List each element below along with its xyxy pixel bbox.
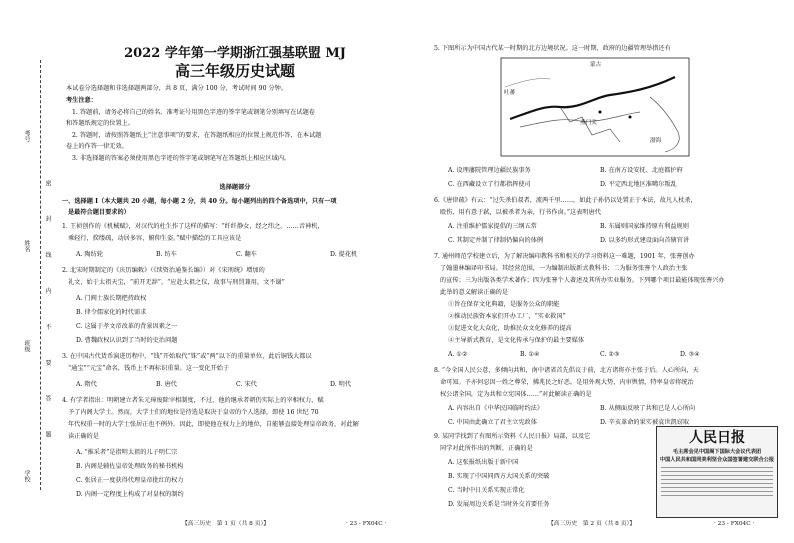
margin-label-school: 学校 bbox=[23, 470, 30, 482]
question-line: 予了内阁大学士。然而，大学士们的地位是待选是取决于皇帝的个人选择，即使 16 世纪 70 bbox=[68, 409, 319, 416]
question-line: 殴伤，用有意于弑，以被杀者为亲，行书作卤。”这表明唐代 bbox=[440, 209, 601, 216]
section1-heading: 一、选择题 Ⅰ（本大题共 20 小题，每小题 2 分，共 40 分。每小题列出的四个备选项中，只有一项 bbox=[62, 198, 337, 205]
option: A. “推采者”是指明太祖的儿子明仁宗 bbox=[76, 449, 178, 456]
intro-text: 本试卷分选择题和非选择题两部分，共 8 页，满分 100 分，考试时间 90 分钟。 bbox=[66, 85, 288, 92]
option: A. ①② bbox=[448, 351, 468, 358]
margin-label-class: 班级 bbox=[23, 340, 30, 352]
notice-item: 3. 非选择题的答案必须使用黑色字迹的签字笔或钢笔写在答题纸上相应区域内。 bbox=[72, 155, 291, 162]
option: D. 明代 bbox=[330, 381, 352, 388]
map-label: 燕门关 bbox=[580, 120, 597, 126]
option: B. 纺车 bbox=[156, 251, 177, 258]
option: D. 提花机 bbox=[330, 251, 358, 258]
option: B. 东属则国家维持原有利益规则 bbox=[600, 223, 689, 230]
option: A. 门阀士族长期把持政权 bbox=[76, 295, 147, 302]
option: B. 在南方设安抚、北庭都护府 bbox=[600, 167, 683, 174]
question-line: 权公诸全国，定为共和立宪国体……”对此解读正确的是 bbox=[440, 391, 592, 398]
newspaper-headline: 毛主席会见中国阁下国际大会议代表团 bbox=[672, 449, 762, 455]
option: A. 隋代 bbox=[76, 381, 97, 388]
option: C. 当时中日关系实现正常化 bbox=[448, 487, 525, 494]
option: C. 中国由此确立了君主立宪政体 bbox=[448, 419, 537, 426]
question-line: ③促进文化大众化，助推民众文化修养的提高 bbox=[448, 325, 572, 332]
option: B. 唐代 bbox=[156, 381, 177, 388]
option: C. 张居正一度获得代理皇帝批红的权力 bbox=[76, 477, 184, 484]
option: A. 这张报纸出版于新中国 bbox=[448, 459, 519, 466]
map-figure bbox=[500, 57, 690, 157]
question-line: 同学对此所作出的判断，正确的是 bbox=[440, 445, 533, 452]
question-line: 3. 在中国古代货币演进历程中，“钱”开始取代“铢”或“两”以下的重量单位，此后铜钱大都以 bbox=[62, 353, 312, 360]
option: B. 内阁是辅佐皇帝处理政务的秘书机构 bbox=[76, 463, 184, 470]
newspaper-text-block bbox=[661, 467, 773, 497]
question-line: 2. 北宋时期制定的《庆历编敕》（《续资治通鉴长编》）对《宋刑统》增加的 bbox=[62, 267, 265, 274]
option: A. 注重维护儒家提倡的三纲五常 bbox=[448, 223, 537, 230]
page-title-line1: 2022 学年第一学期浙江强基联盟 MJ bbox=[124, 46, 346, 61]
option: C. 这属于孝文帝改革的背景因素之一 bbox=[76, 323, 178, 330]
question-line: 4. 有学者指出：明朝建立者朱元璋废除宰相制度，不过，他的继承者朝仍实际上的宰相权力，赋 bbox=[62, 397, 324, 404]
question-line: ①旨在保存文化典籍，是服务公众的职能 bbox=[448, 301, 560, 308]
footer-code-right: · 23 - FX04C · bbox=[714, 521, 755, 527]
option: A. 设理藩院管理边疆民族事务 bbox=[448, 167, 531, 174]
option: B. 实现了中国同西方大国关系的突破 bbox=[448, 473, 550, 480]
option: C. 其制定并制了律制仍偏向的体例 bbox=[448, 237, 544, 244]
question-line: 了翰墨林编译印书局。其经营范围，一为编制出版新式教科书；二为服务张謇个人政治主张 bbox=[440, 265, 688, 272]
footer-page-left: 【高三历史 第 1 页（共 8 页）】 bbox=[182, 521, 270, 527]
option: B. 律令儒家化的时代需求 bbox=[76, 309, 147, 316]
footer-code-left: · 23 - FX04C · bbox=[346, 521, 387, 527]
map-label: 渤海 bbox=[650, 138, 662, 144]
option: D. 曹魏政权认识到了当时的史治问题 bbox=[76, 337, 178, 344]
notice-item: 2. 答题时，请按照答题纸上“注意事项”的要求，在答题纸相应的位置上规范作答，在本试题 bbox=[72, 132, 322, 139]
option: B. ①④ bbox=[520, 351, 540, 358]
option: D. 平定西北地区准噶尔叛乱 bbox=[600, 181, 677, 188]
margin-label-name: 姓名 bbox=[23, 240, 30, 252]
margin-seal-text: 密 封 线 内 不 要 答 题 bbox=[44, 180, 51, 452]
question-line: 读正确的是 bbox=[68, 433, 99, 440]
option: C. 翻车 bbox=[236, 251, 257, 258]
option: B. 从侧面反映了共和已是人心所向 bbox=[600, 405, 696, 412]
binding-line bbox=[40, 60, 41, 490]
question-line: ②推动民族资本家们开办工厂，“实业救国” bbox=[448, 313, 566, 320]
margin-label-kaohao: 考号 bbox=[23, 130, 30, 142]
newspaper-headline: 中国人民共和国同美利坚合众国签署建交联合公报 bbox=[659, 457, 775, 463]
option: D. 发展周边关系是当时外交首要任务 bbox=[448, 501, 550, 508]
question-line: 6.《唐律疏》有云：“过失杀伯叔者，流两千里……，如此子孙仍以处置正于本法，故凡人杖杀， bbox=[434, 197, 697, 204]
question-line: ④主导新式教育，是文化传承与保护的最主要媒体 bbox=[448, 337, 585, 344]
question-line: 年代权重一时的大学士张居正也不例外。因此，即使他在权力上的地位，自能够直接处理皇帝政务，对此解 bbox=[68, 421, 359, 428]
section1-heading-2: 是最符合题目要求的） bbox=[68, 209, 130, 216]
question-line: 此举的意义解读正确的是 bbox=[440, 289, 509, 296]
footer-page-right: 【高三历史 第 2 页（共 8 页）】 bbox=[548, 521, 636, 527]
option: D. 以多约形式建设面向首辖官讲 bbox=[600, 237, 690, 244]
option: D. 内阁一定程度上构成了对皇权的制约 bbox=[76, 491, 184, 498]
option: A. 内容出自《中华民国临时约法》 bbox=[448, 405, 544, 412]
question-line: 8. “今全国人民公意，多倾向共和，南中诸省首先倡议于前，北方诸将亦主张于后。人心所向，天 bbox=[434, 367, 699, 374]
option: A. 陶纺轮 bbox=[76, 251, 103, 258]
question-line: 7. 通州师范学校建立后，为了解决编印教科书和相关的学习资料这一难题，1901 年，张謇创办 bbox=[434, 253, 695, 260]
notice-heading: 考生注意： bbox=[66, 97, 97, 104]
question-line: “通宝”“元宝”命名，钱币上不再标识重量。这一变化开始于 bbox=[68, 365, 230, 372]
newspaper-image bbox=[656, 426, 778, 518]
question-line: 1. 王祯创作的《机械赋》，对汉代的杜生作了这样的描写：“纤纤静女，经之纬之。……音神机， bbox=[62, 223, 324, 230]
notice-item: 和答题纸规定的位置上。 bbox=[66, 120, 135, 127]
question-line: 5. 下图所示为中国古代某一时期的北方边境状况。这一时期，政府的边疆管理举措还有 bbox=[434, 45, 671, 52]
notice-item: 卷上的作答一律无效。 bbox=[66, 143, 128, 150]
question-line: 礼文，始于太祖天宝，“前开无辞”，“应赴太祖之仪，故事与刑罚兼用，文不谢” bbox=[68, 279, 285, 286]
option: C. ②③ bbox=[600, 351, 620, 358]
question-line: 的宣传；三为出版各类学术著作；四为张謇个人著述及其所办实业服务。下列哪个项目最能体现张謇兴办 bbox=[440, 277, 725, 284]
page-title-line2: 高三年级历史试题 bbox=[174, 62, 295, 80]
option: C. 在西藏设立了行都指挥使司 bbox=[448, 181, 531, 188]
map-label: 蒙古 bbox=[590, 62, 602, 68]
question-line: 乘轻行，揆缕疏，动居多容，俯仰生姿。”赋中描绘的工具应该是 bbox=[68, 235, 242, 242]
historical-map bbox=[500, 57, 690, 157]
option: C. 宋代 bbox=[236, 381, 257, 388]
section-title: 选择题部分 bbox=[219, 184, 251, 191]
map-label: 吐蕃 bbox=[504, 90, 516, 96]
newspaper-masthead: 人民日报 bbox=[689, 430, 745, 446]
notice-item: 1. 答题前，请务必将自己的姓名、准考证号用黑色字迹的签字笔或钢笔分别填写在试题卷 bbox=[72, 109, 315, 116]
question-line: 9. 某同学找到了有图所示资料《人民日报》局部，以及它 bbox=[434, 433, 591, 440]
option: D. 辛亥革命的果实被袁世凯窃取 bbox=[600, 419, 690, 426]
option: D. ③④ bbox=[680, 351, 700, 358]
question-line: 命可知。予亦何忍因一姓之尊荣，拂兆民之好恶。是用外观大势，内审舆情，特率皇帝将统治 bbox=[440, 379, 694, 386]
